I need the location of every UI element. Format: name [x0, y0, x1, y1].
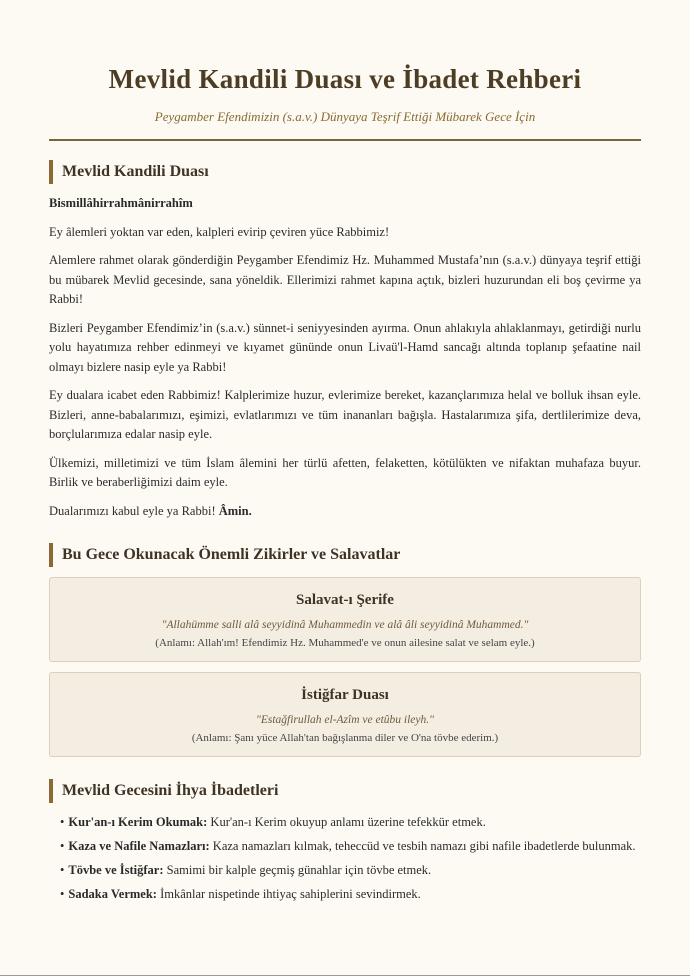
list-item: [60, 837, 641, 856]
prayer-paragraph: Bizleri Peygamber Efendimiz’in (s.a.v.) sünnet-i seniyyesinden ayırma. Onun ahlakıyla ahlaklanmayı, getirdiği nurlu yolu hayatımıza rehber edinmeyi ve kıyamet gününde onun Livaü'l-Hamd sancağı altında toplanıp şefaatine nail olmayı bizlere nasip eyle ya Rabbi!: [49, 320, 641, 374]
section-heading-prayer: Mevlid Kandili Duası: [49, 160, 641, 184]
list-item: [60, 885, 641, 904]
prayer-closing: [49, 502, 641, 522]
list-item-label: Kaza ve Nafile Namazları:: [68, 839, 210, 853]
prayer-paragraph: Ülkemizi, milletimizi ve tüm İslam âlemini her türlü afetten, felaketten, kötülükten ve nifaktan muhafaza buyur. Birlik ve beraberliğimizi daim eyle.: [49, 455, 641, 489]
list-item: [60, 861, 641, 880]
bullet: •: [60, 815, 65, 829]
section-heading-dhikr: Bu Gece Okunacak Önemli Zikirler ve Salavatlar: [49, 543, 641, 567]
dhikr-card-salavat: [49, 577, 641, 662]
title-divider: [49, 139, 641, 141]
card-quote: "Allahümme salli alâ seyyidinâ Muhammedin ve alâ âli seyyidinâ Muhammed.": [161, 619, 529, 631]
list-item-text: İmkânlar nispetinde ihtiyaç sahiplerini sevindirmek.: [156, 887, 421, 901]
card-title: İstiğfar Duası: [301, 687, 389, 703]
prayer-paragraph: Ey âlemleri yoktan var eden, kalpleri evirip çeviren yüce Rabbimiz!: [49, 224, 390, 239]
bullet: •: [60, 887, 65, 901]
list-item-label: Kur'an-ı Kerim Okumak:: [68, 815, 208, 829]
list-item-label: Tövbe ve İstiğfar:: [68, 863, 164, 877]
closing-amin: Âmin.: [218, 503, 252, 518]
card-meaning: (Anlamı: Allah'ım! Efendimiz Hz. Muhammed'e ve onun ailesine salat ve selam eyle.): [155, 637, 535, 649]
ibadet-list: [49, 813, 641, 904]
bullet: •: [60, 839, 65, 853]
bullet: •: [60, 863, 65, 877]
page-subtitle: Peygamber Efendimizin (s.a.v.) Dünyaya Teşrif Ettiği Mübarek Gece İçin: [154, 109, 536, 124]
section-heading-ibadet: Mevlid Gecesini İhya İbadetleri: [49, 779, 641, 803]
basmala: Bismillâhirrahmânirrahîm: [49, 196, 193, 210]
card-meaning: (Anlamı: Şanı yüce Allah'tan bağışlanma diler ve O'na tövbe ederim.): [191, 732, 499, 744]
card-title: Salavat-ı Şerife: [296, 592, 394, 608]
card-quote: "Estağfirullah el-Azîm ve etûbu ileyh.": [256, 714, 434, 726]
list-item-label: Sadaka Vermek:: [68, 887, 157, 901]
list-item: [60, 813, 641, 832]
prayer-paragraph: Ey dualara icabet eden Rabbimiz! Kalplerimize huzur, evlerimize bereket, kazançlarımıza helal ve bolluk ihsan eyle. Bizleri, anne-babalarımızı, eşimizi, evlatlarımızı ve tüm inananları bağışla. Hastalarımıza şifa, dertlilerimize deva, borçlularımıza edalar nasip eyle.: [49, 388, 641, 441]
closing-text: Dualarımızı kabul eyle ya Rabbi!: [49, 503, 216, 518]
dhikr-card-istigfar: [49, 672, 641, 757]
prayer-paragraph: Alemlere rahmet olarak gönderdiğin Peygamber Efendimiz Hz. Muhammed Mustafa’nın (s.a.v.) dünyaya teşrif ettiği bu mübarek Mevlid gecesinde, sana yöneldik. Ellerimizi rahmet kapına açtık, bizleri huzurundan eli boş çevirme ya Rabbi!: [49, 253, 641, 306]
list-item-text: Kur'an-ı Kerim okuyup anlamı üzerine tefekkür etmek.: [207, 815, 486, 829]
list-item-text: Kaza namazları kılmak, teheccüd ve tesbih namazı gibi nafile ibadetlerde bulunmak.: [209, 839, 636, 853]
list-item-text: Samimi bir kalple geçmiş günahlar için tövbe etmek.: [163, 863, 432, 877]
page-title: Mevlid Kandili Duası ve İbadet Rehberi: [108, 64, 582, 94]
